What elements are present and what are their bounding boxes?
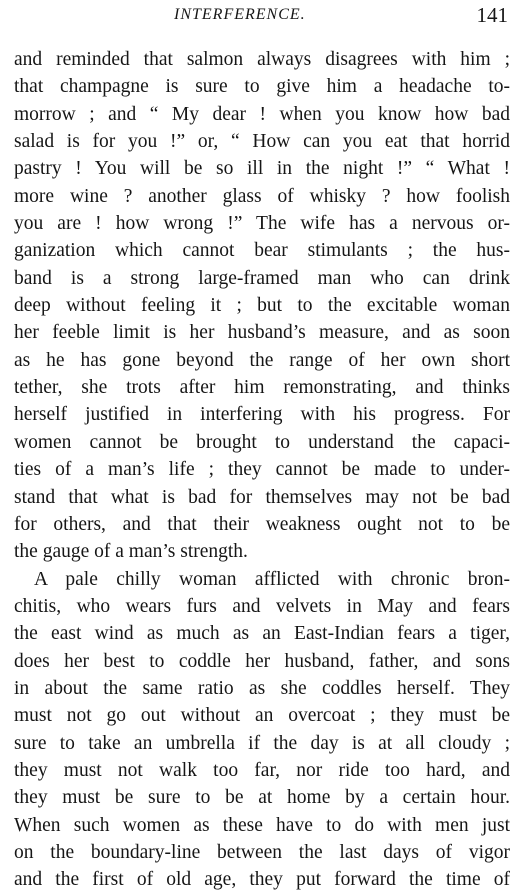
text-line: ties of a man’s life ; they cannot be made to under- [14, 459, 510, 481]
text-line: sure to take an umbrella if the day is at all cloudy ; [14, 732, 510, 754]
text-line: salad is for you !” or, “ How can you eat that horrid [14, 131, 510, 153]
text-line: tether, she trots after him remonstrating, and thinks [14, 377, 510, 399]
text-line: pastry ! You will be so ill in the night !” “ What ! [14, 158, 510, 180]
text-line: chitis, who wears furs and velvets in May and fears [14, 595, 510, 617]
text-line: on the boundary-line between the last days of vigor [14, 841, 510, 863]
text-line: women cannot be brought to understand the capaci- [14, 431, 510, 453]
text-line: the gauge of a man’s strength. [14, 541, 248, 563]
paragraph-first-line: A pale chilly woman afflicted with chronic bron- [34, 568, 510, 590]
text-line: more wine ? another glass of whisky ? how foolish [14, 185, 510, 207]
page-header [0, 3, 522, 29]
body-text [14, 46, 510, 894]
text-line: you are ! how wrong !” The wife has a nervous or- [14, 213, 510, 235]
text-line: herself justified in interfering with his progress. For [14, 404, 510, 426]
text-line: ganization which cannot bear stimulants ; the hus- [14, 240, 510, 262]
text-line: deep without feeling it ; but to the excitable woman [14, 295, 510, 317]
text-line: they must not walk too far, nor ride too hard, and [14, 759, 510, 781]
text-line: morrow ; and “ My dear ! when you know how bad [14, 103, 510, 125]
page-number: 141 [476, 3, 508, 27]
text-line: they must be sure to be at home by a certain hour. [14, 787, 510, 809]
text-line: as he has gone beyond the range of her own short [14, 349, 510, 371]
text-line: stand that what is bad for themselves may not be bad [14, 486, 510, 508]
text-line: the east wind as much as an East-Indian fears a tiger, [14, 623, 510, 645]
text-line: must not go out without an overcoat ; they must be [14, 705, 510, 727]
text-line: that champagne is sure to give him a headache to- [14, 76, 510, 98]
text-line: When such women as these have to do with men just [14, 814, 510, 836]
text-line: for others, and that their weakness ought not to be [14, 513, 510, 535]
text-line: in about the same ratio as she coddles herself. They [14, 677, 510, 699]
text-line: band is a strong large-framed man who can drink [14, 267, 510, 289]
text-line: does her best to coddle her husband, father, and sons [14, 650, 510, 672]
text-line: and the first of old age, they put forward the time of [14, 869, 510, 891]
running-head: INTERFERENCE. [174, 6, 306, 23]
text-line: and reminded that salmon always disagrees with him ; [14, 49, 510, 70]
text-line: her feeble limit is her husband’s measure, and as soon [14, 322, 510, 344]
